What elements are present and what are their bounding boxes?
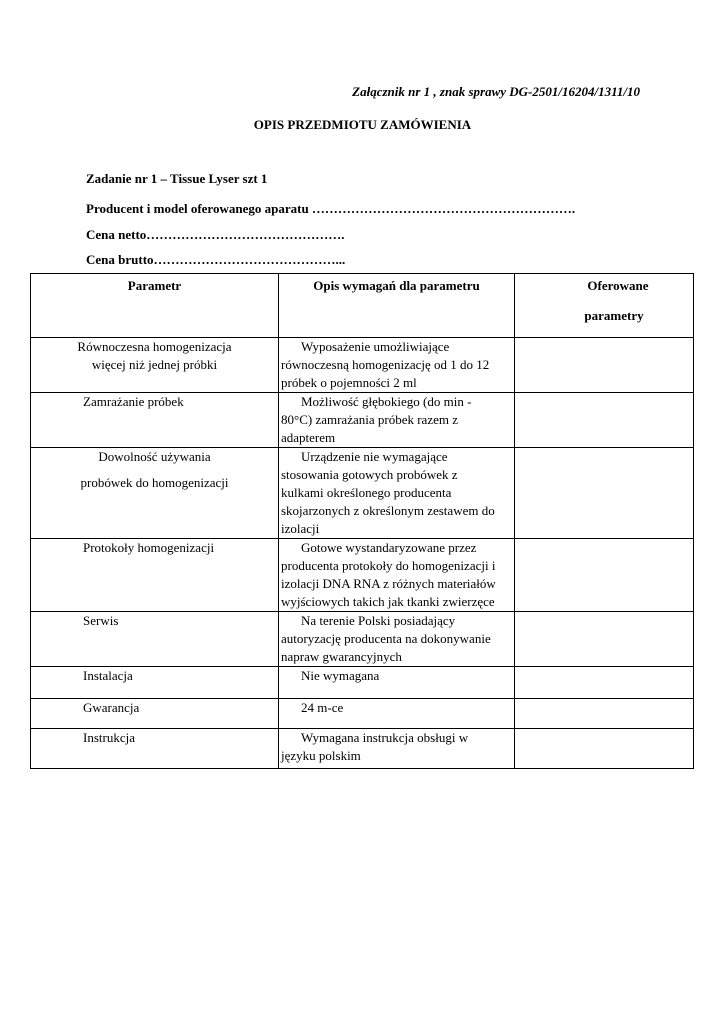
- parameter-line: więcej niż jednej próbki: [91, 357, 218, 372]
- description-cell: [279, 393, 515, 448]
- offered-parameter-cell[interactable]: [515, 729, 694, 769]
- offered-parameter-cell[interactable]: [515, 338, 694, 393]
- parameter-cell: [31, 338, 279, 393]
- description-line: izolacji: [281, 521, 320, 536]
- document-reference: Załącznik nr 1 , znak sprawy DG-2501/16204/1311/10: [352, 84, 640, 99]
- table-body: [31, 338, 694, 769]
- task-heading: Zadanie nr 1 – Tissue Lyser szt 1: [86, 171, 268, 186]
- header-offered: [515, 274, 694, 338]
- description-cell: [279, 448, 515, 539]
- description-line: wyjściowych takich jak tkanki zwierzęce: [281, 594, 495, 609]
- description-cell: [279, 699, 515, 729]
- parameter-cell: [31, 612, 279, 667]
- page-title: OPIS PRZEDMIOTU ZAMÓWIENIA: [253, 117, 472, 132]
- description-line: izolacji DNA RNA z różnych materiałów: [281, 576, 496, 591]
- parameter-cell: [31, 393, 279, 448]
- producer-model-field: Producent i model oferowanego aparatu …………………………………………………….: [86, 201, 576, 216]
- description-line: 24 m-ce: [301, 700, 344, 715]
- specification-table: [30, 273, 694, 769]
- header-description: Opis wymagań dla parametru: [279, 274, 515, 338]
- description-line: 80°C) zamrażania próbek razem z: [281, 412, 458, 427]
- description-line: autoryzację producenta na dokonywanie: [281, 631, 491, 646]
- offered-parameter-cell[interactable]: [515, 393, 694, 448]
- net-price-field: Cena netto……………………………………….: [86, 227, 345, 242]
- description-line: stosowania gotowych probówek z: [281, 467, 458, 482]
- description-line: skojarzonych z określonym zestawem do: [281, 503, 495, 518]
- parameter-cell: [31, 729, 279, 769]
- description-line: języku polskim: [281, 748, 361, 763]
- description-line: Urządzenie nie wymagające: [301, 449, 448, 464]
- parameter-line: Instrukcja: [83, 730, 135, 745]
- parameter-line: Dowolność używania: [98, 449, 211, 464]
- parameter-line: Równoczesna homogenizacja: [77, 339, 232, 354]
- table-row: [31, 393, 694, 448]
- gross-price-field: Cena brutto……………………………………...: [86, 252, 346, 267]
- parameter-line: probówek do homogenizacji: [80, 475, 229, 490]
- offered-parameter-cell[interactable]: [515, 699, 694, 729]
- description-line: równoczesną homogenizację od 1 do 12: [281, 357, 490, 372]
- description-line: Wymagana instrukcja obsługi w: [301, 730, 469, 745]
- table-row: [31, 729, 694, 769]
- parameter-cell: [31, 448, 279, 539]
- description-cell: [279, 667, 515, 699]
- description-line: Gotowe wystandaryzowane przez: [301, 540, 477, 555]
- parameter-cell: [31, 667, 279, 699]
- header-offered-line2: parametry: [584, 308, 644, 323]
- offered-parameter-cell[interactable]: [515, 612, 694, 667]
- header-parameter: Parametr: [31, 274, 279, 338]
- table-row: [31, 667, 694, 699]
- description-line: Nie wymagana: [301, 668, 380, 683]
- table-header-row: [31, 274, 694, 338]
- header-offered-line1: Oferowane: [587, 278, 649, 293]
- parameter-line: Serwis: [83, 613, 119, 628]
- table-row: [31, 699, 694, 729]
- parameter-cell: [31, 539, 279, 612]
- parameter-cell: [31, 699, 279, 729]
- description-cell: [279, 729, 515, 769]
- description-line: Wyposażenie umożliwiające: [301, 339, 450, 354]
- description-cell: [279, 338, 515, 393]
- table-row: [31, 539, 694, 612]
- description-line: adapterem: [281, 430, 336, 445]
- table-row: [31, 338, 694, 393]
- description-line: kulkami określonego producenta: [281, 485, 452, 500]
- offered-parameter-cell[interactable]: [515, 539, 694, 612]
- table-row: [31, 612, 694, 667]
- parameter-line: Zamrażanie próbek: [83, 394, 184, 409]
- description-cell: [279, 539, 515, 612]
- parameter-line: Gwarancja: [83, 700, 140, 715]
- table-row: [31, 448, 694, 539]
- parameter-line: Instalacja: [83, 668, 133, 683]
- description-line: producenta protokoły do homogenizacji i: [281, 558, 496, 573]
- offered-parameter-cell[interactable]: [515, 667, 694, 699]
- description-cell: [279, 612, 515, 667]
- description-line: próbek o pojemności 2 ml: [281, 375, 417, 390]
- description-line: Na terenie Polski posiadający: [301, 613, 456, 628]
- description-line: napraw gwarancyjnych: [281, 649, 402, 664]
- parameter-line: Protokoły homogenizacji: [83, 540, 215, 555]
- offered-parameter-cell[interactable]: [515, 448, 694, 539]
- description-line: Możliwość głębokiego (do min -: [301, 394, 472, 409]
